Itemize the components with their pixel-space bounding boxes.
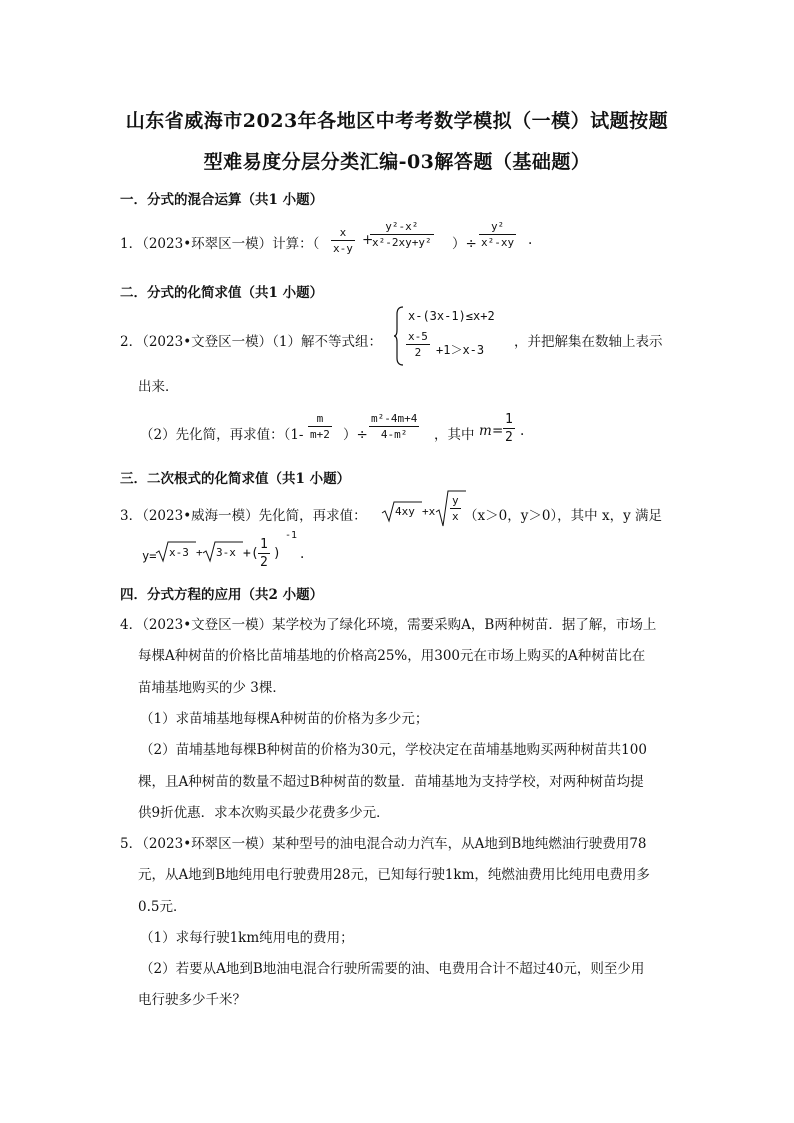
- q2-part2-where: ，其中: [434, 427, 475, 443]
- q3-half-den: 2: [260, 555, 268, 570]
- q3-plus-2: +: [196, 546, 203, 559]
- q2-part2-var: m: [479, 423, 492, 439]
- q3-y-eq: y=: [142, 549, 157, 563]
- q2-p2-val-den: 2: [505, 430, 513, 445]
- q1-f3-num: y²: [479, 220, 516, 235]
- q2-p2-val-num: 1: [505, 412, 513, 427]
- q4-line-2: 每棵A种树苗的价格比苗埔基地的价格高25%，用300元在市场上购买的A种树苗比在: [138, 648, 646, 664]
- q2-inequality-1: x-(3x-1)≤x+2: [408, 309, 495, 323]
- doc-title-line1: 山东省威海市2023年各地区中考考数学模拟（一模）试题按题: [125, 110, 669, 132]
- q4-line-1: 4．（2023•文登区一模）某学校为了绿化环境，需要采购A，B两种树苗．据了解，市场上: [120, 617, 657, 633]
- q3-radical-2-fraction: [450, 494, 461, 523]
- q2-part2-fraction-2: [369, 412, 419, 441]
- q3-end: .: [300, 546, 305, 562]
- q3-close-paren: ): [273, 546, 281, 561]
- q3-condition: （x＞0，y＞0），其中 x，y 满足: [464, 508, 662, 524]
- q2-p2-f1-num: m: [308, 412, 332, 427]
- q3-exponent: -1: [285, 530, 298, 541]
- q2-continuation: 出来．: [138, 379, 179, 395]
- q5-line-1: 5．（2023•环翠区一模）某种型号的油电混合动力汽车，从A地到B地纯燃油行驶费用78: [120, 836, 647, 852]
- q3-radical-1-content: 4xy: [395, 505, 415, 518]
- q5-line-4: （1）求每行驶1km纯用电的费用；: [140, 930, 354, 946]
- q4-line-3: 苗埔基地购买的少 3棵．: [138, 680, 286, 696]
- q4-line-7: 供9折优惠．求本次购买最少花费多少元．: [138, 805, 390, 821]
- section-heading-2: 二．分式的化简求值（共1 小题）: [120, 285, 324, 301]
- q2-inequality-fraction: [406, 330, 430, 359]
- q1-f1-num: x: [331, 226, 355, 241]
- q1-mid: ）÷: [452, 236, 477, 252]
- q2-part2-end: .: [520, 423, 525, 439]
- q3-radical-b-content: 3-x: [216, 546, 236, 559]
- q1-end: .: [528, 232, 533, 248]
- q1-f2-den: x²-2xy+y²: [372, 236, 432, 249]
- q2-ineq-frac-num: x-5: [408, 330, 428, 343]
- q1-fraction-2: [370, 220, 434, 249]
- q3-half-fraction: [258, 537, 270, 570]
- q5-line-6: 电行驶多少千米？: [138, 992, 246, 1008]
- q3-radical-a-content: x-3: [169, 546, 189, 559]
- q2-suffix: ，并把解集在数轴上表示: [514, 334, 663, 350]
- q2-p2-f1-den: m+2: [310, 428, 330, 441]
- q3-prefix: 3．（2023•威海一模）先化简，再求值：: [120, 508, 367, 524]
- q1-plus: +: [362, 232, 374, 248]
- section-heading-4: 四．分式方程的应用（共2 小题）: [120, 587, 324, 603]
- q5-line-2: 元，从A地到B地纯用电行驶费用28元，已知每行驶1km，纯燃油费用比纯用电费用多: [138, 867, 650, 883]
- q3-sqrt2-num: y: [452, 494, 459, 507]
- q1-fraction-3: [479, 220, 516, 249]
- q4-line-4: （1）求苗埔基地每棵A种树苗的价格为多少元；: [140, 711, 429, 727]
- doc-title-line2: 型难易度分层分类汇编-03解答题（基础题）: [203, 151, 591, 173]
- q2-ineq-frac-den: 2: [414, 346, 422, 359]
- q1-f2-num: y²-x²: [370, 220, 434, 235]
- q2-part2-fraction-1: [308, 412, 332, 441]
- q4-line-5: （2）苗埔基地每棵B种树苗的价格为30元，学校决定在苗埔基地购买两种树苗共100: [140, 742, 647, 758]
- q3-half-num: 1: [260, 537, 268, 552]
- q4-line-6: 棵，且A种树苗的数量不超过B种树苗的数量．苗埔基地为支持学校，对两种树苗均提: [138, 774, 644, 790]
- q5-line-3: 0.5元．: [138, 899, 187, 915]
- q3-sqrt2-den: x: [452, 510, 459, 523]
- q2-prefix: 2．（2023•文登区一模）（1）解不等式组：: [120, 334, 382, 350]
- q2-part2-prefix: （2）先化简，再求值：（1-: [140, 427, 304, 443]
- q3-plus-x: +x: [422, 505, 436, 518]
- q2-part2-eq: =: [492, 423, 504, 439]
- q2-inequality-2-rest: +1＞x-3: [436, 343, 485, 357]
- q5-line-5: （2）若要从A地到B地油电混合行驶所需要的油、电费用合计不超过40元，则至少用: [140, 961, 645, 977]
- q1-f1-den: x-y: [333, 242, 353, 255]
- q2-p2-f2-num: m²-4m+4: [371, 412, 418, 425]
- q1-fraction-1: [331, 226, 355, 255]
- q3-plus-paren: +(: [243, 546, 259, 561]
- section-heading-3: 三．二次根式的化简求值（共1 小题）: [120, 471, 351, 487]
- q2-part2-value: [503, 412, 515, 445]
- q1-f3-den: x²-xy: [481, 236, 515, 249]
- q2-brace: [394, 306, 404, 366]
- q1-prefix: 1．（2023•环翠区一模）计算：（: [120, 236, 320, 252]
- section-heading-1: 一．分式的混合运算（共1 小题）: [120, 192, 324, 208]
- q2-p2-f2-den: 4-m²: [380, 428, 408, 441]
- q2-part2-mid: ）÷: [343, 427, 368, 443]
